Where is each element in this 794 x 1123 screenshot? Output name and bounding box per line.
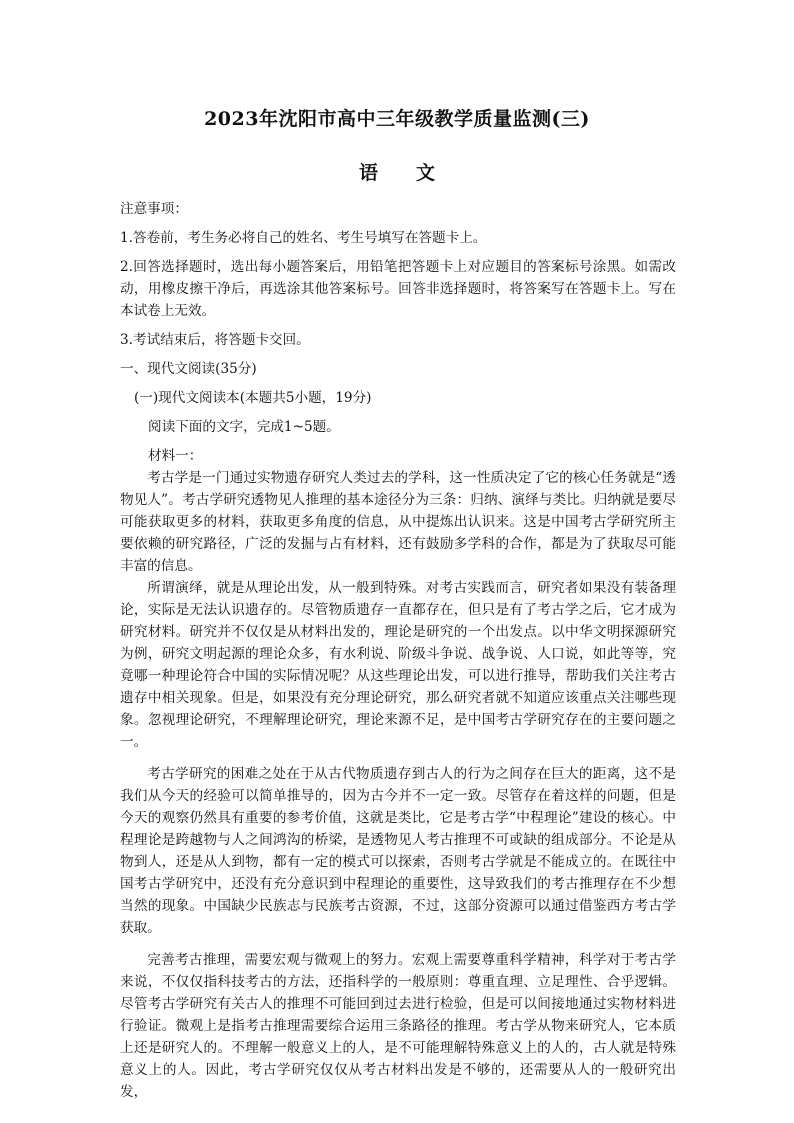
body-paragraph: 所谓演绎，就是从理论出发，从一般到特殊。对考古实践而言，研究者如果没有装备理论，实际是无法认识遗存的。尽管物质遗存一直都存在，但只是有了考古学之后，它才成为研究材料。研究并不仅仅是从材料出发的，理论是研究的一个出发点。以中华文明探源研究为例，研究文明起源的理论众多，有水利说、阶级斗争说、战争说、人口说，如此等等，究竟哪一种理论符合中国的实际情况呢？从这些理论出发，可以进行推导，帮助我们关注考古遗存中相关现象。但是，如果没有充分理论研究，那么研究者就不知道应该重点关注哪些现象。忽视理论研究，不理解理论研究，理论来源不足，是中国考古学研究存在的主要问题之一。 [120, 580, 676, 750]
notice-item: 3.考试结束后，将答题卡交回。 [120, 332, 310, 348]
body-paragraph: 完善考古推理，需要宏观与微观上的努力。宏观上需要尊重科学精神，科学对于考古学来说，不仅仅指科技考古的方法，还指科学的一般原则：尊重直理、立足理性、合乎逻辑。尽管考古学研究有关古人的推理不可能回到过去进行检验，但是可以间接地通过实物材料进行验证。微观上是指考古推理需要综合运用三条路径的推理。考古学从物来研究人，它本质上还是研究人的。不理解一般意义上的人，是不可能理解特殊意义上的人的，古人就是特殊意义上的人。因此，考古学研究仅仅从考古材料出发是不够的，还需要从人的一般研究出发， [120, 952, 676, 1100]
notice-item: 1.答卷前，考生务必将自己的姓名、考生号填写在答题卡上。 [120, 230, 487, 246]
notice-heading: 注意事项： [120, 201, 188, 217]
section-heading: 一、现代文阅读(35分) [120, 361, 257, 377]
body-paragraph: 考古学研究的困难之处在于从古代物质遗存到古人的行为之间存在巨大的距离，这不是我们从今天的经验可以简单推导的，因为古今并不一定一致。尽管存在着这样的问题，但是今天的观察仍然具有重要的参考价值，这就是类比，它是考古学“中程理论”建设的核心。中程理论是跨越物与人之间鸿沟的桥梁，是透物见人考古推理不可或缺的组成部分。不论是从物到人，还是从人到物，都有一定的模式可以探索，否则考古学就是不能成立的。在既往中国考古学研究中，还没有充分意识到中程理论的重要性，这导致我们的考古推理存在不少想当然的现象。中国缺少民族志与民族考古资源，不过，这部分资源可以通过借鉴西方考古学获取。 [120, 766, 676, 936]
body-paragraph: 考古学是一门通过实物遗存研究人类过去的学科，这一性质决定了它的核心任务就是“透物见人”。考古学研究透物见人推理的基本途径分为三条：归纳、演绎与类比。归纳就是要尽可能获取更多的材料，获取更多角度的信息，从中提炼出认识来。这是中国考古学研究所主要依赖的研究路径，广泛的发掘与占有材料，还有鼓励多学科的合作，都是为了获取尽可能丰富的信息。 [120, 470, 676, 574]
notice-item: 2.回答选择题时，选出每小题答案后，用铅笔把答题卡上对应题目的答案标号涂黑。如需改动，用橡皮擦干净后，再选涂其他答案标号。回答非选择题时，将答案写在答题卡上。写在本试卷上无效。 [120, 259, 676, 319]
subsection-heading: (一)现代文阅读本(本题共5小题，19分) [134, 390, 372, 406]
reading-instruction: 阅读下面的文字，完成1~5题。 [148, 419, 340, 435]
subject-title: 语文 [358, 162, 473, 184]
exam-content [120, 198, 676, 1103]
exam-title: 2023年沈阳市高中三年级教学质量监测(三) [204, 108, 590, 130]
material-label: 材料一： [148, 448, 203, 464]
